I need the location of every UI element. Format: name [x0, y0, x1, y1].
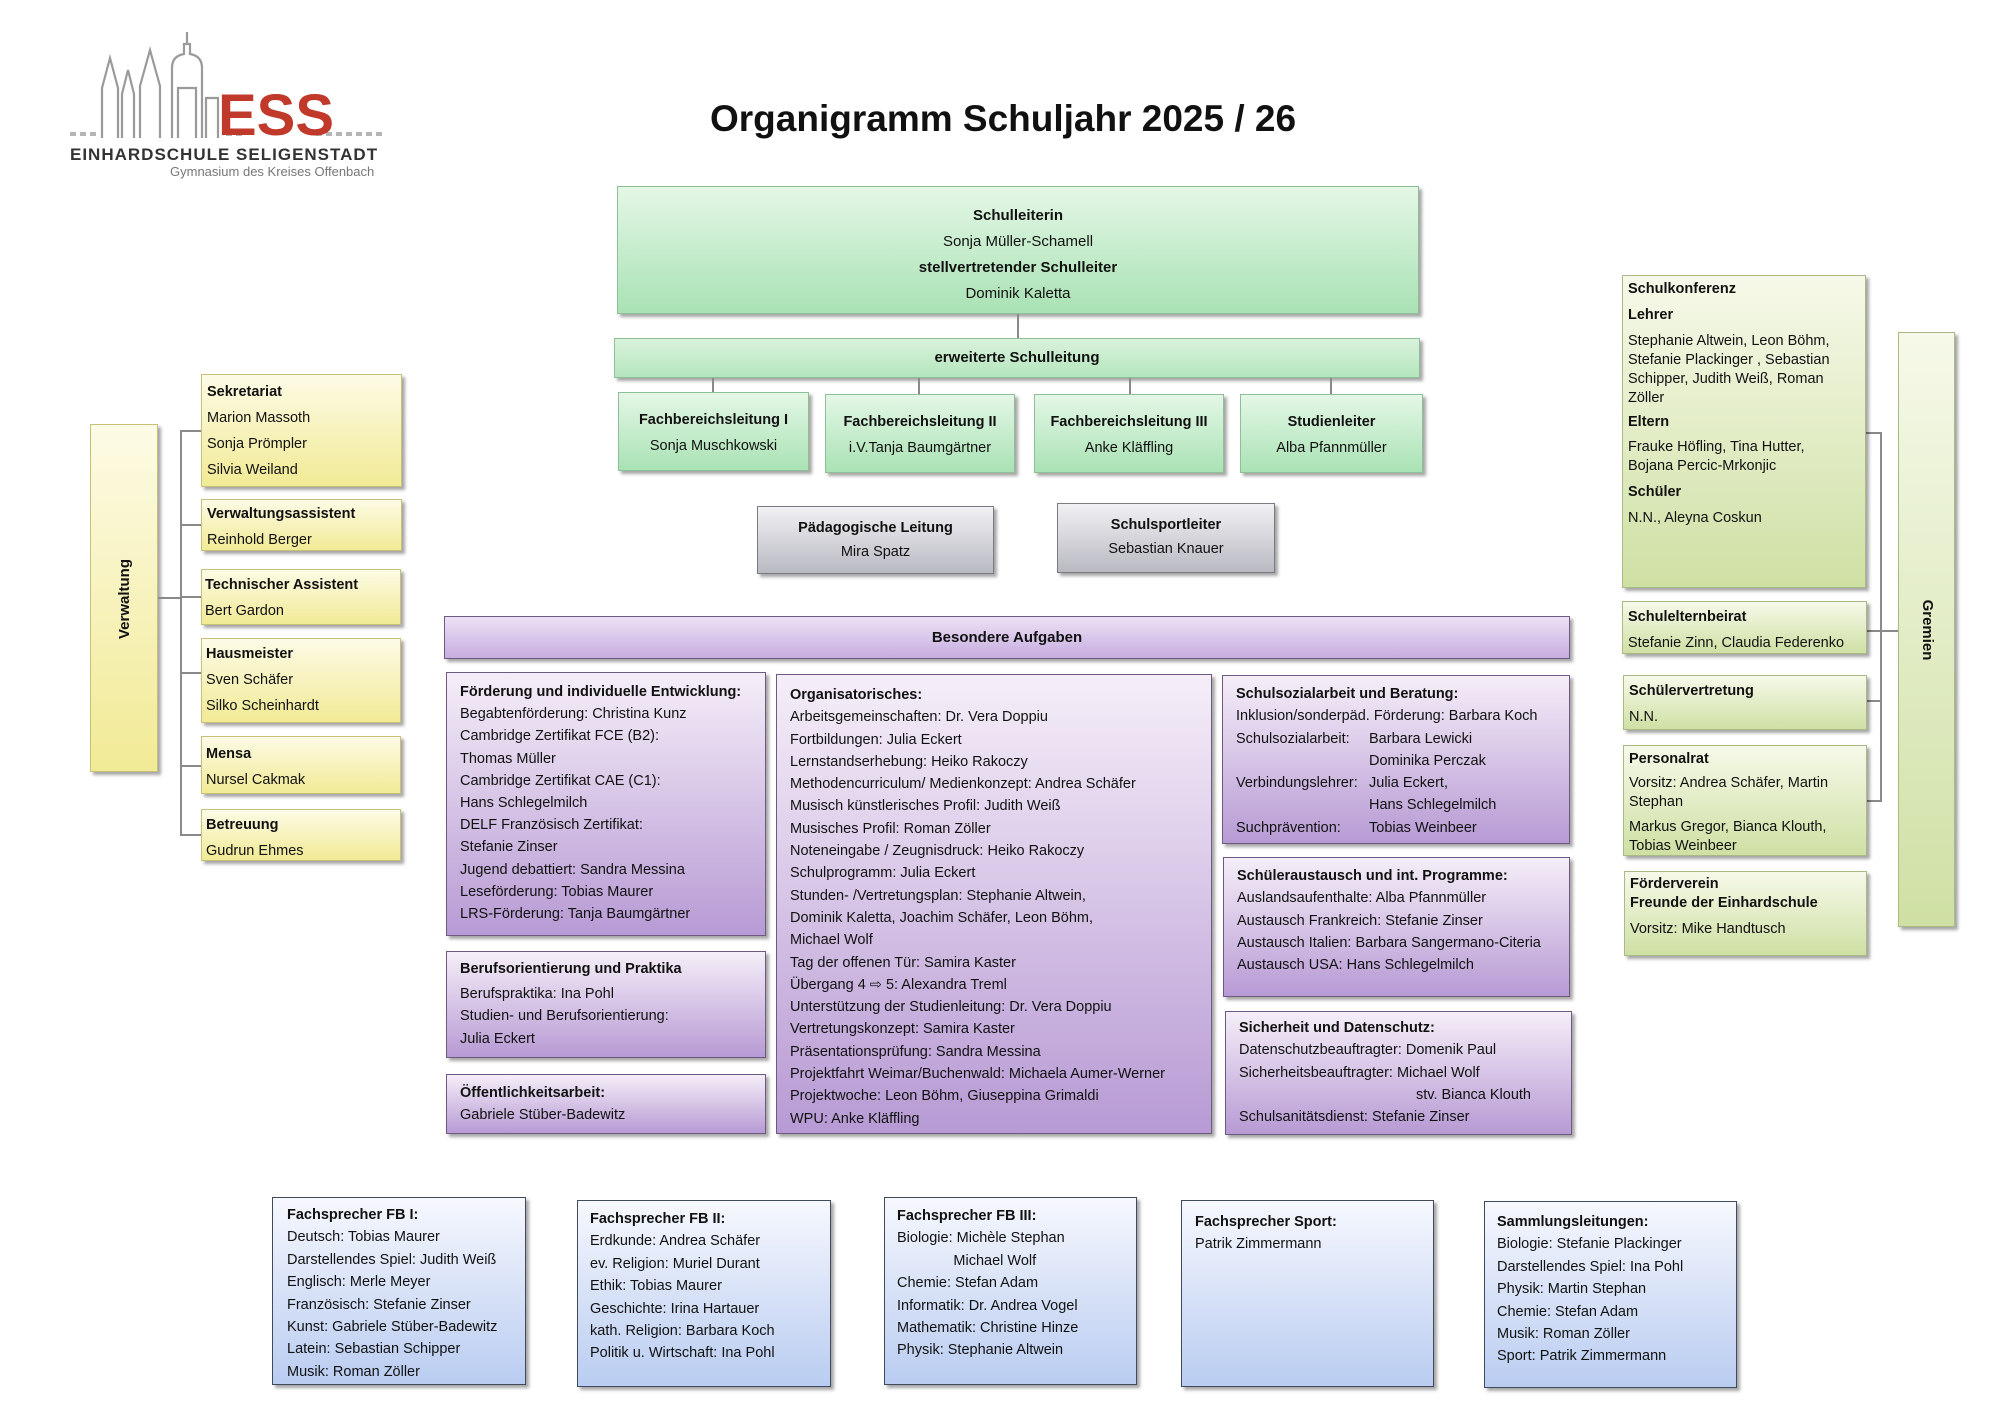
fachsprecher-line: ev. Religion: Muriel Durant	[590, 1255, 760, 1272]
organisatorisches-line: Präsentationsprüfung: Sandra Messina	[790, 1043, 1041, 1060]
sammlungsleitungen-line: Biologie: Stefanie Plackinger	[1497, 1236, 1682, 1253]
fachsprecher-line: Englisch: Merle Meyer	[287, 1274, 431, 1291]
oeffentlichkeitsarbeit-box	[446, 1074, 766, 1134]
personalrat-box	[1623, 745, 1867, 856]
fachsprecher-title: Fachsprecher FB III:	[897, 1208, 1037, 1224]
line-label: Inklusion/sonderpäd. Förderung: Barbara Koch	[1236, 708, 1538, 725]
connector	[1866, 800, 1882, 802]
fachsprecher-line: Informatik: Dr. Andrea Vogel	[897, 1297, 1078, 1314]
schulsportleiter-title: Schulsportleiter	[1110, 517, 1222, 533]
fachsprecher-line: Musik: Roman Zöller	[287, 1363, 420, 1380]
fachsprecher-line: Kunst: Gabriele Stüber-Badewitz	[287, 1319, 498, 1336]
mensa-box	[201, 736, 401, 794]
schulelternbeirat-title: Schulelternbeirat	[1628, 609, 1747, 625]
fachsprecher-line: Mathematik: Christine Hinze	[897, 1320, 1079, 1337]
verwaltung-box-title: Verwaltungsassistent	[207, 506, 356, 522]
foerderung-title: Förderung und individuelle Entwicklung:	[460, 684, 742, 700]
lehrer-label: Lehrer	[1628, 307, 1674, 323]
fachsprecher-line: Erdkunde: Andrea Schäfer	[590, 1233, 761, 1250]
fachbereich-title: Fachbereichsleitung III	[1050, 414, 1208, 430]
foerderverein-chair: Vorsitz: Mike Handtusch	[1630, 921, 1786, 937]
schulsozialarbeit-line	[1236, 817, 1569, 839]
sicherheit-line	[1239, 1062, 1571, 1084]
organisatorisches-box	[776, 674, 1212, 1134]
organisatorisches-line: Unterstützung der Studienleitung: Dr. Vera Doppiu	[790, 999, 1112, 1016]
fachbereich-name: i.V.Tanja Baumgärtner	[848, 440, 992, 456]
fachsprecher-line: Französisch: Stefanie Zinser	[287, 1296, 471, 1313]
organisatorisches-line: Methodencurriculum/ Medienkonzept: Andrea Schäfer	[790, 776, 1136, 793]
organisatorisches-line: Michael Wolf	[790, 932, 873, 949]
schulsportleiter-name: Sebastian Knauer	[1108, 541, 1224, 557]
fachsprecher-line: Physik: Stephanie Altwein	[897, 1342, 1064, 1359]
eltern-line: Bojana Percic-Mrkonjic	[1628, 458, 1777, 474]
sammlungsleitungen-title: Sammlungsleitungen:	[1497, 1214, 1649, 1230]
stellvertreter-title: stellvertretender Schulleiter	[918, 259, 1118, 276]
page-title: Organigramm Schuljahr 2025 / 26	[710, 98, 1297, 139]
sammlungsleitungen-line: Sport: Patrik Zimmermann	[1497, 1348, 1667, 1365]
foerderung-line: Cambridge Zertifikat FCE (B2):	[460, 728, 660, 745]
foerderverein-title: Förderverein	[1630, 876, 1719, 892]
foerderung-line: DELF Französisch Zertifikat:	[460, 817, 643, 834]
foerderung-line: Stefanie Zinser	[460, 839, 558, 856]
sammlungsleitungen-line: Physik: Martin Stephan	[1497, 1281, 1647, 1298]
schulelternbeirat-box	[1622, 601, 1867, 654]
verwaltung-name: Sonja Prömpler	[207, 436, 307, 452]
schueleraustausch-line: Auslandsaufenthalte: Alba Pfannmüller	[1237, 890, 1487, 907]
schulsozialarbeit-line	[1236, 772, 1569, 794]
sicherheit-box	[1225, 1011, 1572, 1135]
besondere-aufgaben-bar	[444, 616, 1570, 659]
fachbereich-title: Fachbereichsleitung I	[638, 412, 789, 428]
logo-letters: ESS	[218, 83, 335, 148]
technischer-assistent-box	[201, 569, 401, 625]
fachsprecher-title: Fachsprecher FB II:	[590, 1211, 726, 1227]
line-label: Schulsanitätsdienst: Stefanie Zinser	[1239, 1109, 1470, 1126]
foerderung-line: Hans Schlegelmilch	[460, 795, 588, 812]
fachsprecher-line: Deutsch: Tobias Maurer	[287, 1229, 440, 1246]
verwaltung-box-title: Betreuung	[206, 817, 279, 833]
fachsprecher-line: Politik u. Wirtschaft: Ina Pohl	[590, 1345, 775, 1362]
verwaltung-box-title: Mensa	[206, 746, 252, 762]
fachsprecher-line: Ethik: Tobias Maurer	[590, 1278, 722, 1295]
personalrat-line: Tobias Weinbeer	[1629, 838, 1737, 854]
foerderung-box	[446, 672, 766, 936]
schulsozialarbeit-line	[1236, 794, 1569, 816]
fachbereich-box-1	[618, 392, 809, 471]
fachsprecher-line: Chemie: Stefan Adam	[897, 1275, 1039, 1292]
fachbereich-name: Sonja Muschkowski	[649, 438, 778, 454]
schulsozialarbeit-line	[1236, 705, 1569, 727]
connector	[180, 672, 201, 674]
fachsprecher-fb1-box	[272, 1197, 526, 1385]
schueleraustausch-box	[1223, 857, 1570, 997]
lehrer-line: Schipper, Judith Weiß, Roman	[1628, 371, 1824, 387]
schueler-line: N.N., Aleyna Coskun	[1628, 510, 1762, 526]
schulsozialarbeit-box	[1222, 675, 1570, 844]
fachsprecher-line: Patrik Zimmermann	[1195, 1236, 1322, 1253]
foerderung-line: Thomas Müller	[460, 750, 556, 767]
sammlungsleitungen-line: Darstellendes Spiel: Ina Pohl	[1497, 1258, 1684, 1275]
besondere-aufgaben-label: Besondere Aufgaben	[931, 629, 1083, 646]
organisatorisches-line: Musisch künstlerisches Profil: Judith Weiß	[790, 798, 1061, 815]
foerderung-line: Leseförderung: Tobias Maurer	[460, 883, 654, 900]
personalrat-line: Vorsitz: Andrea Schäfer, Martin	[1629, 775, 1829, 791]
paedagogische-leitung-name: Mira Spatz	[840, 544, 911, 560]
schuelervertretung-box	[1623, 675, 1867, 730]
connector	[158, 597, 180, 599]
schulsozialarbeit-title: Schulsozialarbeit und Beratung:	[1236, 686, 1459, 702]
fachbereich-name: Anke Kläffling	[1084, 440, 1174, 456]
sekretariat-box	[201, 374, 402, 487]
connector	[180, 765, 201, 767]
paedagogische-leitung-box	[757, 506, 994, 574]
studienleiter-box	[1240, 394, 1423, 473]
organisatorisches-line: Stunden- /Vertretungsplan: Stephanie Altwein,	[790, 887, 1086, 904]
berufsorientierung-line: Julia Eckert	[460, 1030, 535, 1047]
fachsprecher-line: Geschichte: Irina Hartauer	[590, 1300, 760, 1317]
eltern-label: Eltern	[1628, 414, 1670, 430]
fachsprecher-line: Biologie: Michèle Stephan	[897, 1230, 1065, 1247]
organisatorisches-title: Organisatorisches:	[790, 687, 923, 703]
schulsportleiter-box	[1057, 503, 1275, 573]
organisatorisches-line: WPU: Anke Kläffling	[790, 1110, 920, 1127]
lehrer-line: Stefanie Plackinger , Sebastian	[1628, 352, 1830, 368]
foerderverein-subtitle: Freunde der Einhardschule	[1630, 895, 1818, 911]
sicherheit-line	[1239, 1039, 1571, 1061]
schulkonferenz-title: Schulkonferenz	[1628, 281, 1736, 297]
foerderung-line: Begabtenförderung: Christina Kunz	[460, 706, 687, 723]
schulleitung-box	[617, 186, 1419, 314]
sicherheit-line	[1239, 1106, 1571, 1128]
fachsprecher-sport-box	[1181, 1200, 1434, 1387]
connector	[1017, 314, 1019, 338]
line-value: stv. Bianca Klouth	[1416, 1086, 1531, 1103]
logo-subtitle: Gymnasium des Kreises Offenbach	[170, 164, 375, 179]
eltern-line: Frauke Höfling, Tina Hutter,	[1628, 439, 1805, 455]
connector	[1330, 378, 1332, 394]
foerderung-line: Cambridge Zertifikat CAE (C1):	[460, 772, 661, 789]
verwaltung-name: Bert Gardon	[205, 603, 284, 619]
schueleraustausch-line: Austausch USA: Hans Schlegelmilch	[1237, 957, 1474, 974]
verwaltung-box-title: Technischer Assistent	[205, 577, 359, 593]
verwaltung-name: Silvia Weiland	[207, 462, 298, 478]
organisatorisches-line: Musisches Profil: Roman Zöller	[790, 820, 991, 837]
connector	[180, 430, 201, 432]
oeffentlichkeitsarbeit-line: Gabriele Stüber-Badewitz	[460, 1107, 626, 1124]
stellvertreter-name: Dominik Kaletta	[965, 285, 1071, 302]
verwaltung-box-title: Sekretariat	[207, 384, 282, 400]
studienleiter-name: Alba Pfannmüller	[1276, 440, 1387, 456]
school-logo	[66, 28, 396, 178]
fachsprecher-fb2-box	[577, 1200, 831, 1387]
sammlungsleitungen-box	[1484, 1201, 1737, 1388]
fachsprecher-line: Darstellendes Spiel: Judith Weiß	[287, 1251, 497, 1268]
verwaltung-box	[90, 424, 158, 772]
sammlungsleitungen-line: Musik: Roman Zöller	[1497, 1326, 1630, 1343]
line-label: Schulsozialarbeit:	[1236, 730, 1350, 747]
schueleraustausch-title: Schüleraustausch und int. Programme:	[1237, 868, 1508, 884]
fachbereich-title: Fachbereichsleitung II	[843, 414, 997, 430]
schueler-label: Schüler	[1628, 484, 1682, 500]
organisatorisches-line: Vertretungskonzept: Samira Kaster	[790, 1021, 1015, 1038]
verwaltung-name: Sven Schäfer	[206, 672, 294, 688]
foerderverein-box	[1624, 871, 1867, 956]
sicherheit-title: Sicherheit und Datenschutz:	[1239, 1020, 1435, 1036]
connector	[1864, 432, 1882, 434]
connector	[180, 524, 201, 526]
verwaltungsassistent-box	[201, 499, 402, 551]
organisatorisches-line: Dominik Kaletta, Joachim Schäfer, Leon Böhm,	[790, 909, 1094, 926]
connector	[1880, 432, 1882, 801]
fachsprecher-title: Fachsprecher Sport:	[1195, 1214, 1337, 1230]
sicherheit-line	[1239, 1084, 1571, 1106]
schulsozialarbeit-line	[1236, 728, 1569, 750]
betreuung-box	[201, 809, 401, 861]
personalrat-title: Personalrat	[1629, 751, 1709, 767]
organisatorisches-line: Schulprogramm: Julia Eckert	[790, 865, 976, 882]
verwaltung-name: Silko Scheinhardt	[206, 698, 319, 714]
line-label: Sicherheitsbeauftragter: Michael Wolf	[1239, 1064, 1480, 1081]
paedagogische-leitung-title: Pädagogische Leitung	[798, 520, 953, 536]
schuelervertretung-title: Schülervertretung	[1629, 683, 1754, 699]
fachsprecher-line: Latein: Sebastian Schipper	[287, 1341, 461, 1358]
connector	[180, 596, 201, 598]
line-label: Datenschutzbeauftragter: Domenik Paul	[1239, 1042, 1497, 1059]
organisatorisches-line: Fortbildungen: Julia Eckert	[790, 731, 962, 748]
schueleraustausch-line: Austausch Frankreich: Stefanie Zinser	[1237, 912, 1483, 929]
schulsozialarbeit-line	[1236, 750, 1569, 772]
verwaltung-name: Gudrun Ehmes	[206, 843, 304, 859]
organisatorisches-line: Noteneingabe / Zeugnisdruck: Heiko Rakoczy	[790, 843, 1085, 860]
schueleraustausch-line: Austausch Italien: Barbara Sangermano-Citeria	[1237, 934, 1541, 951]
connector	[180, 834, 201, 836]
lehrer-line: Zöller	[1628, 390, 1665, 406]
erweiterte-schulleitung-label: erweiterte Schulleitung	[934, 349, 1100, 366]
fachsprecher-title: Fachsprecher FB I:	[287, 1207, 419, 1223]
organisatorisches-line: Tag der offenen Tür: Samira Kaster	[790, 954, 1016, 971]
foerderung-line: LRS-Förderung: Tanja Baumgärtner	[460, 906, 691, 923]
line-value: Barbara Lewicki	[1369, 730, 1473, 747]
organisatorisches-line: Übergang 4 ⇨ 5: Alexandra Treml	[790, 976, 1007, 993]
line-label: Suchprävention:	[1236, 819, 1341, 836]
organisatorisches-line: Lernstandserhebung: Heiko Rakoczy	[790, 753, 1028, 770]
hausmeister-box	[201, 638, 401, 723]
foerderung-line: Jugend debattiert: Sandra Messina	[460, 861, 685, 878]
connector	[918, 378, 920, 394]
erweiterte-schulleitung-box	[614, 338, 1420, 378]
fachsprecher-line: kath. Religion: Barbara Koch	[590, 1323, 775, 1340]
lehrer-line: Stephanie Altwein, Leon Böhm,	[1628, 333, 1830, 349]
gremien-box	[1898, 332, 1955, 927]
verwaltung-label: Verwaltung	[116, 558, 133, 640]
logo-school-name: EINHARDSCHULE SELIGENSTADT	[70, 145, 379, 164]
oeffentlichkeitsarbeit-title: Öffentlichkeitsarbeit:	[460, 1085, 606, 1101]
fachbereich-box-3	[1034, 394, 1224, 473]
schulleiterin-name: Sonja Müller-Schamell	[942, 233, 1094, 250]
schulleiterin-title: Schulleiterin	[972, 207, 1064, 224]
line-value: Dominika Perczak	[1369, 752, 1486, 769]
verwaltung-name: Marion Massoth	[207, 410, 311, 426]
organisatorisches-line: Projektfahrt Weimar/Buchenwald: Michaela Aumer-Werner	[790, 1066, 1166, 1083]
verwaltung-name: Nursel Cakmak	[206, 772, 306, 788]
berufsorientierung-box	[446, 951, 766, 1058]
fachsprecher-line: Michael Wolf	[897, 1252, 1037, 1269]
gremien-label: Gremien	[1919, 599, 1936, 661]
fachbereich-box-2	[825, 394, 1015, 473]
schuelervertretung-names: N.N.	[1629, 709, 1658, 725]
studienleiter-title: Studienleiter	[1287, 414, 1376, 430]
berufsorientierung-line: Berufspraktika: Ina Pohl	[460, 986, 614, 1003]
line-value: Julia Eckert,	[1369, 775, 1448, 792]
personalrat-line: Stephan	[1629, 794, 1684, 810]
fachsprecher-fb3-box	[884, 1197, 1137, 1385]
sammlungsleitungen-line: Chemie: Stefan Adam	[1497, 1303, 1639, 1320]
connector	[1866, 630, 1898, 632]
organisatorisches-line: Arbeitsgemeinschaften: Dr. Vera Doppiu	[790, 709, 1048, 726]
line-label: Verbindungslehrer:	[1236, 775, 1358, 792]
line-value: Hans Schlegelmilch	[1369, 797, 1497, 814]
connector	[712, 378, 714, 392]
connector	[180, 430, 182, 836]
verwaltung-box-title: Hausmeister	[206, 646, 294, 662]
schulkonferenz-box	[1622, 275, 1866, 588]
connector	[1866, 700, 1882, 702]
organisatorisches-line: Projektwoche: Leon Böhm, Giuseppina Grimaldi	[790, 1088, 1099, 1105]
berufsorientierung-title: Berufsorientierung und Praktika	[460, 961, 682, 977]
line-value: Tobias Weinbeer	[1369, 819, 1477, 836]
verwaltung-name: Reinhold Berger	[207, 532, 312, 548]
berufsorientierung-line: Studien- und Berufsorientierung:	[460, 1008, 669, 1025]
connector	[1129, 378, 1131, 394]
personalrat-line: Markus Gregor, Bianca Klouth,	[1629, 819, 1827, 835]
schulelternbeirat-names: Stefanie Zinn, Claudia Federenko	[1628, 635, 1845, 651]
